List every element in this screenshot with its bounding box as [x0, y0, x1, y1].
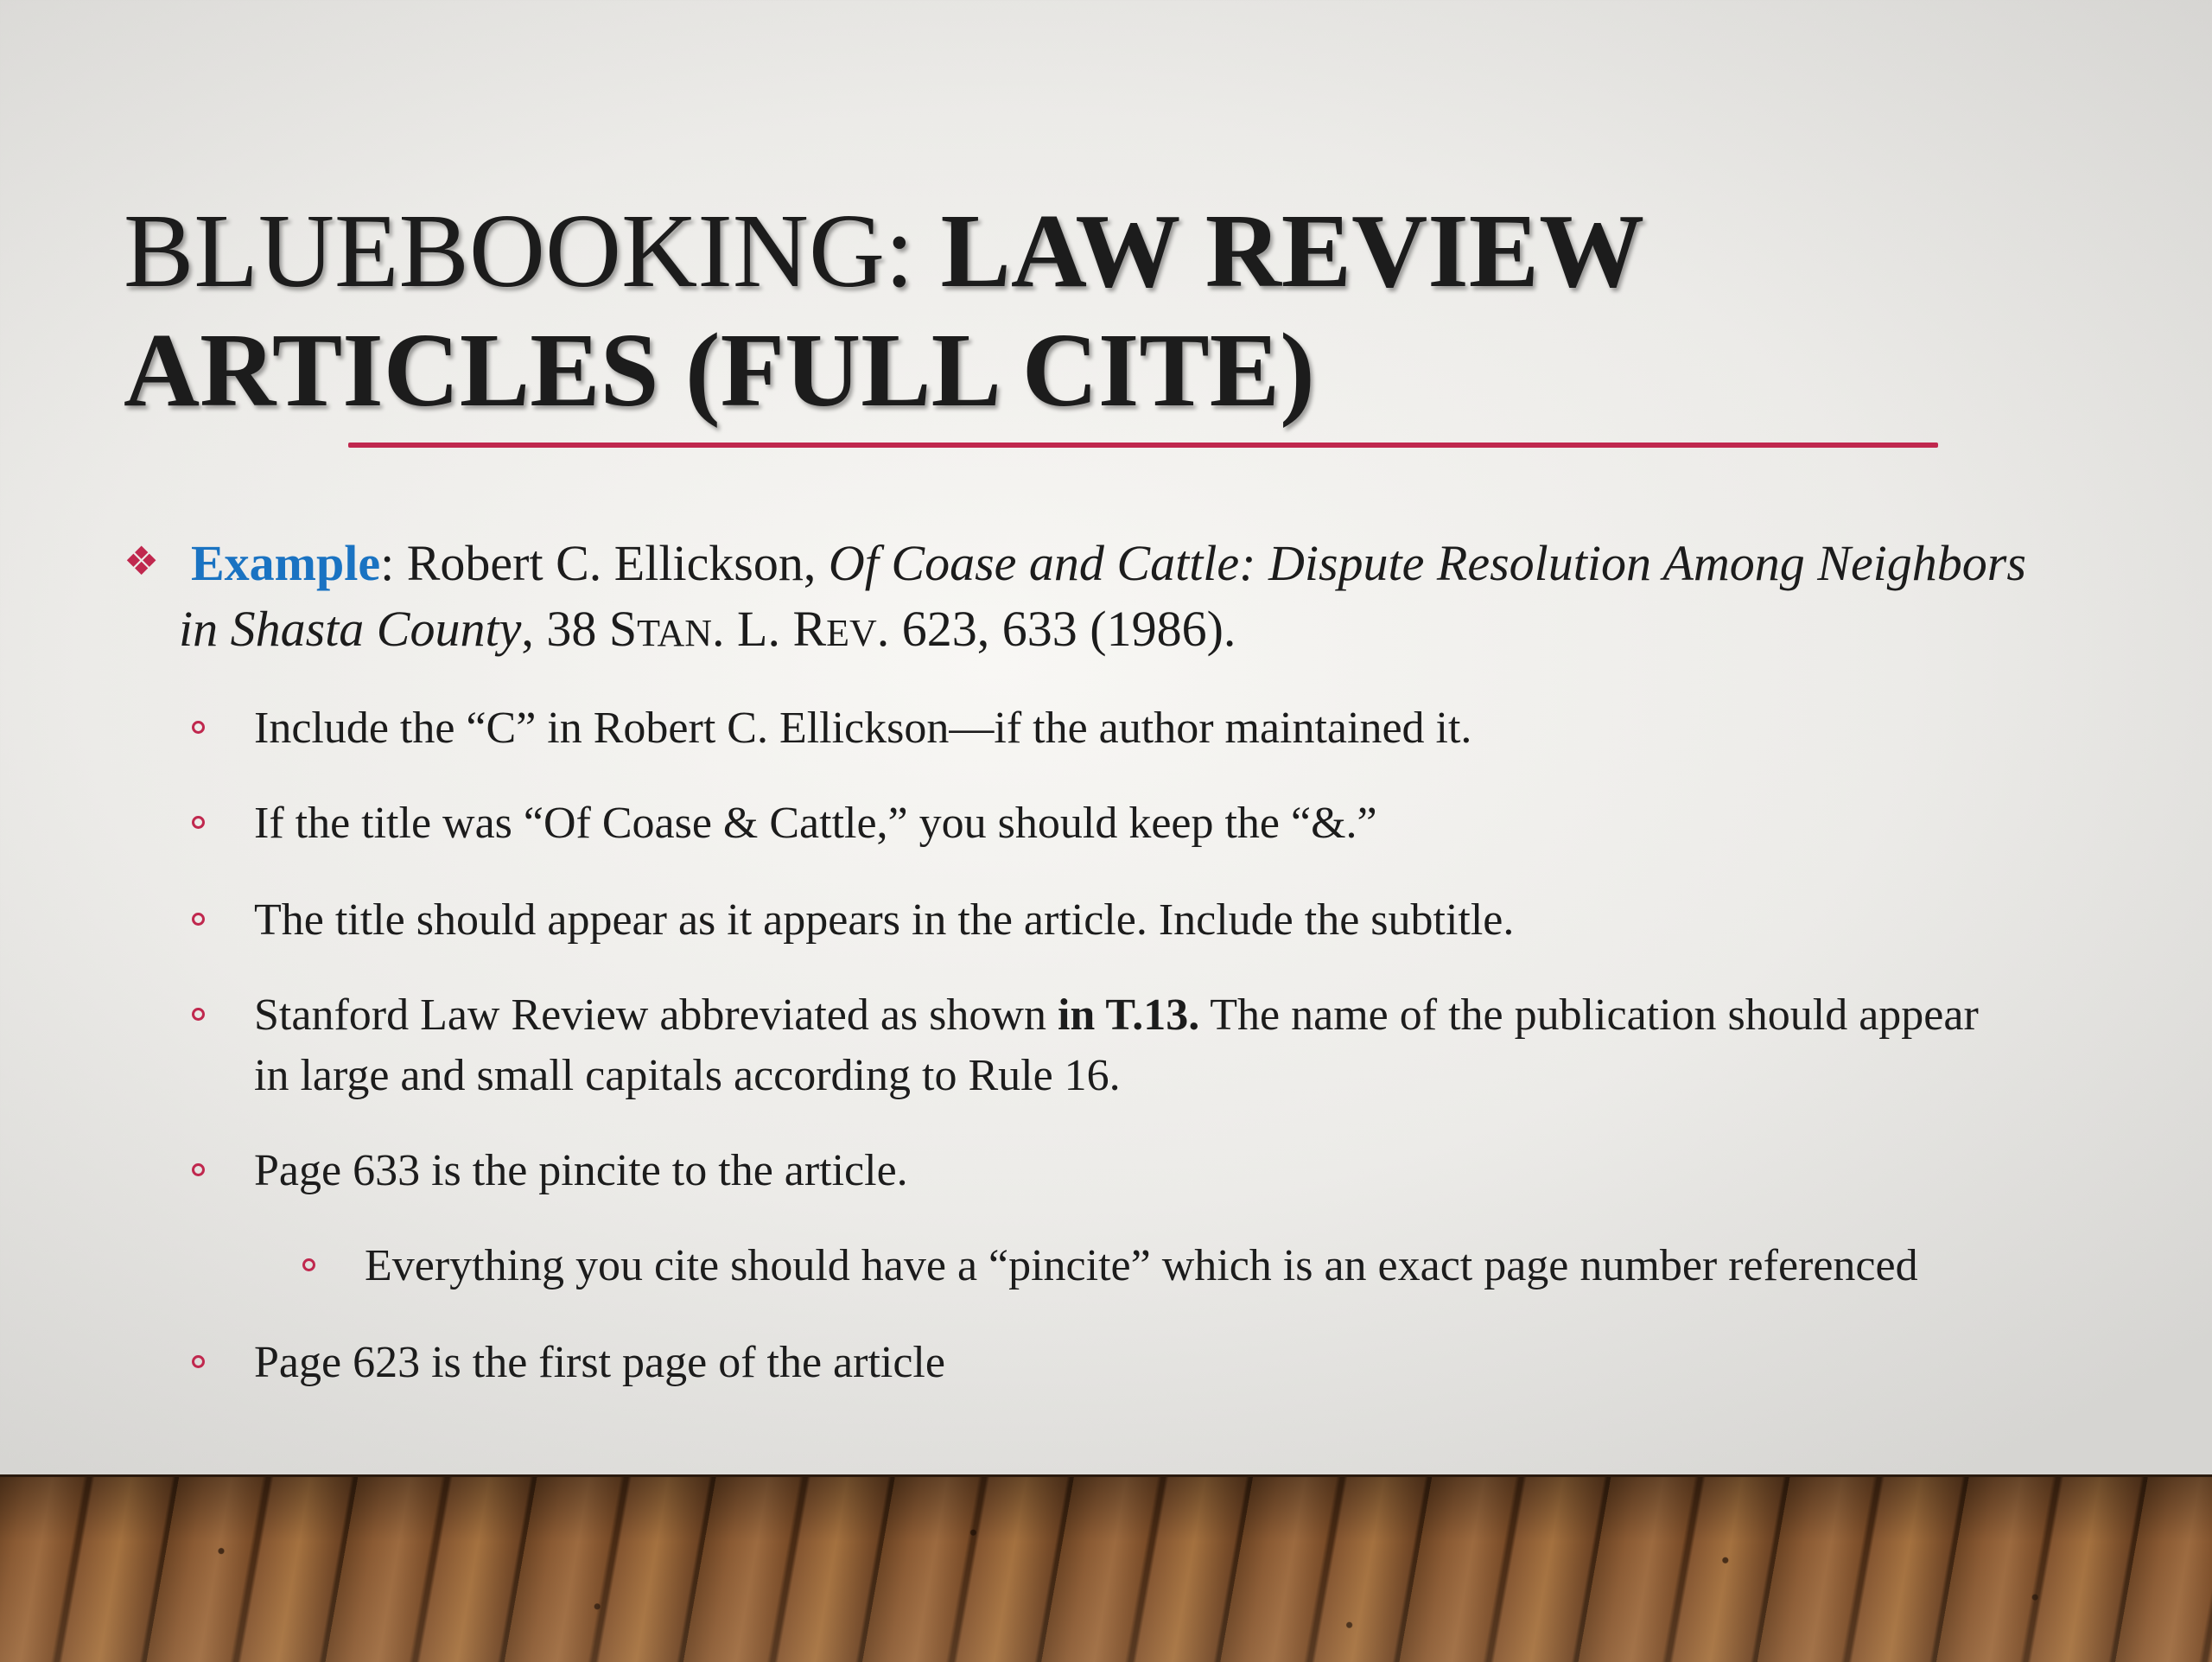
example-volume: , 38 [521, 601, 609, 657]
bullet-item-4 [254, 985, 1982, 1106]
circle-bullet-icon [192, 816, 205, 829]
floor-shading [0, 1477, 2212, 1662]
circle-bullet-icon [192, 1008, 205, 1021]
bullet-text-4b: The name of the publication should appear in large and small capitals according to Rule 16. [254, 990, 1979, 1100]
journal-l: . L. [712, 601, 793, 657]
bullet-text-2: If the title was “Of Coase & Cattle,” you should keep the “&.” [254, 799, 1377, 848]
circle-bullet-icon [192, 1163, 205, 1176]
bullet-subitem-5-1 [365, 1236, 2110, 1296]
example-colon: : [380, 535, 407, 591]
bullet-text-3: The title should appear as it appears in the article. Include the subtitle. [254, 895, 1515, 945]
bullet-text-4a: Stanford Law Review abbreviated as shown [254, 990, 1058, 1040]
bullet-item-5 [254, 1141, 2069, 1201]
journal-s: S [608, 601, 638, 657]
example-label: Example [191, 535, 381, 591]
journal-tan: TAN [637, 612, 713, 654]
bullet-item-1 [254, 698, 2069, 759]
title-main-line1: LAW REVIEW [940, 193, 1645, 309]
wood-floor-background [0, 1474, 2212, 1662]
diamond-bullet-icon: ❖ [124, 539, 160, 583]
example-pages-year: . 623, 633 (1986). [876, 601, 1236, 657]
circle-bullet-icon [192, 913, 205, 926]
bullet-text-5: Page 633 is the pincite to the article. [254, 1146, 908, 1195]
circle-bullet-icon [192, 721, 205, 734]
title-main-line2: ARTICLES (FULL CITE) [124, 312, 1315, 429]
bullet-item-2 [254, 793, 2069, 854]
example-title-part1: Of Coase and Cattle: Dispute Resolution Among Neighbors [828, 535, 2026, 591]
bullet-text-4-bold: in T.13. [1057, 990, 1200, 1040]
circle-bullet-icon [192, 1355, 205, 1368]
journal-r: R [792, 601, 827, 657]
example-title-part2: in Shasta County [179, 601, 522, 657]
example-author: Robert C. Ellickson, [406, 535, 829, 591]
circle-bullet-icon [302, 1258, 315, 1271]
bullet-text-6: Page 623 is the first page of the article [254, 1338, 945, 1387]
bullet-subtext-5-1: Everything you cite should have a “pincite” which is an exact page number referenced [365, 1241, 1918, 1290]
bullet-item-6 [254, 1333, 2069, 1393]
title-prefix: BLUEBOOKING: [124, 193, 941, 309]
bullet-text-1: Include the “C” in Robert C. Ellickson—if the author maintained it. [254, 704, 1472, 753]
bullet-item-3 [254, 890, 2069, 951]
journal-ev: EV [826, 612, 877, 654]
